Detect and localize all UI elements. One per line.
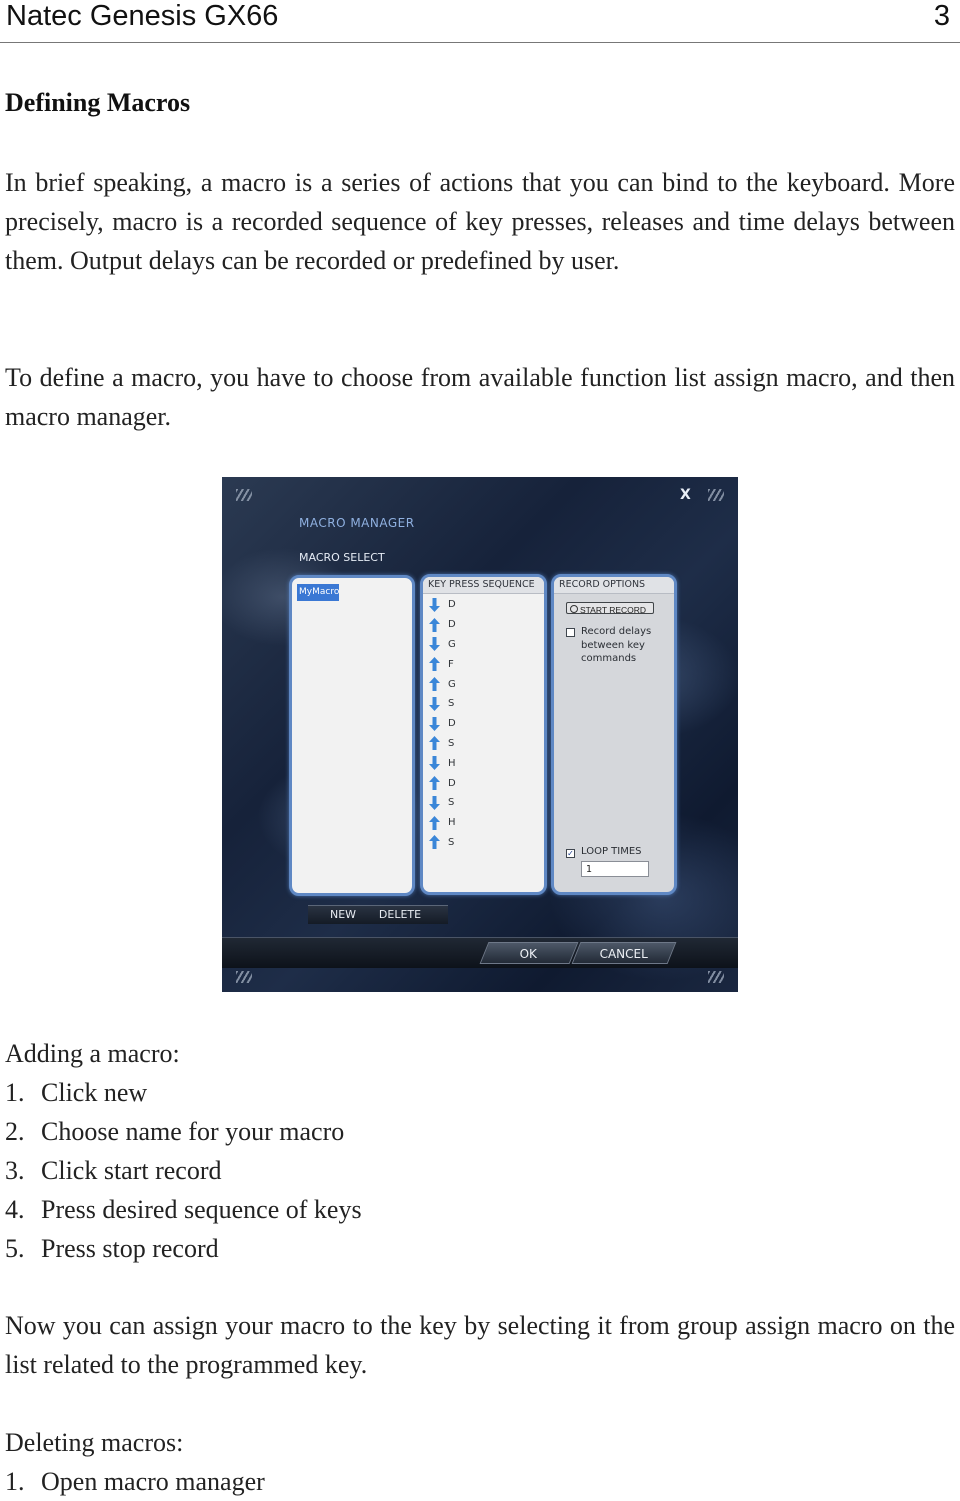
list-item bbox=[5, 1229, 362, 1268]
key-sequence-row bbox=[429, 813, 456, 833]
key-label: S bbox=[448, 698, 455, 710]
start-record-button[interactable]: START RECORD bbox=[566, 602, 654, 614]
ok-button[interactable] bbox=[480, 942, 579, 964]
key-label: G bbox=[448, 678, 456, 690]
arrow-up-icon bbox=[429, 776, 440, 790]
new-button[interactable]: NEW bbox=[318, 906, 368, 924]
step-text: Choose name for your macro bbox=[41, 1117, 345, 1146]
record-options-header: RECORD OPTIONS bbox=[554, 577, 674, 594]
arrow-down-icon bbox=[429, 796, 440, 810]
deleting-macro-steps bbox=[5, 1423, 265, 1501]
arrow-down-icon bbox=[429, 637, 440, 651]
corner-grip-icon bbox=[236, 489, 252, 501]
step-number: 4. bbox=[5, 1195, 25, 1224]
page-header bbox=[0, 0, 960, 43]
arrow-up-icon bbox=[429, 816, 440, 830]
step-number: 2. bbox=[5, 1117, 25, 1146]
corner-grip-icon bbox=[236, 971, 252, 983]
section-heading: Defining Macros bbox=[5, 88, 191, 117]
key-label: S bbox=[448, 797, 455, 809]
key-sequence-row bbox=[429, 714, 456, 734]
key-label: H bbox=[448, 817, 456, 829]
cancel-button-label: CANCEL bbox=[599, 947, 648, 961]
step-number: 5. bbox=[5, 1234, 25, 1263]
record-options-panel bbox=[551, 574, 677, 895]
record-delays-checkbox[interactable] bbox=[566, 628, 575, 637]
ok-button-label: OK bbox=[519, 947, 538, 961]
window-title: MACRO MANAGER bbox=[299, 516, 415, 530]
list-item bbox=[5, 1151, 362, 1190]
key-sequence-row bbox=[429, 654, 456, 674]
macro-manager-screenshot bbox=[222, 477, 738, 992]
loop-times-checkbox[interactable]: ✓ bbox=[567, 849, 574, 858]
adding-macro-steps bbox=[5, 1034, 362, 1268]
key-label: S bbox=[448, 737, 455, 749]
step-text: Open macro manager bbox=[41, 1467, 265, 1496]
step-number: 1. bbox=[5, 1078, 25, 1107]
key-sequence-row bbox=[429, 753, 456, 773]
step-text: Press desired sequence of keys bbox=[41, 1195, 362, 1224]
key-label: S bbox=[448, 836, 455, 848]
macro-select-label: MACRO SELECT bbox=[299, 551, 385, 564]
arrow-down-icon bbox=[429, 697, 440, 711]
key-sequence-panel bbox=[420, 574, 547, 895]
key-sequence-row bbox=[429, 694, 456, 714]
macro-list-panel bbox=[289, 575, 415, 896]
key-sequence-row bbox=[429, 773, 456, 793]
intro-paragraph: In brief speaking, a macro is a series of actions that you can bind to the keyboard. More precisely, macro is a recorded sequence of key presses, releases and time delays between them. Output delays can be recorded or predefined by user. bbox=[5, 168, 955, 275]
adding-title: Adding a macro: bbox=[5, 1039, 180, 1068]
arrow-up-icon bbox=[429, 835, 440, 849]
close-icon[interactable]: X bbox=[680, 487, 691, 503]
arrow-up-icon bbox=[429, 677, 440, 691]
key-label: G bbox=[448, 638, 456, 650]
document-title: Natec Genesis GX66 bbox=[6, 0, 279, 32]
key-label: D bbox=[448, 777, 456, 789]
delete-button[interactable]: DELETE bbox=[370, 906, 430, 924]
step-text: Press stop record bbox=[41, 1234, 219, 1263]
dialog-footer bbox=[222, 937, 738, 968]
key-sequence-row bbox=[429, 674, 456, 694]
key-sequence-row bbox=[429, 734, 456, 754]
cancel-button[interactable] bbox=[572, 942, 677, 964]
step-text: Click new bbox=[41, 1078, 148, 1107]
key-label: H bbox=[448, 757, 456, 769]
define-paragraph: To define a macro, you have to choose from available function list assign macro, and then macro manager. bbox=[5, 363, 955, 431]
key-label: D bbox=[448, 619, 456, 631]
step-text: Click start record bbox=[41, 1156, 222, 1185]
macro-list-item[interactable]: MyMacro bbox=[297, 584, 339, 601]
deleting-title: Deleting macros: bbox=[5, 1428, 184, 1457]
list-item bbox=[5, 1190, 362, 1229]
list-item bbox=[5, 1462, 265, 1501]
key-sequence-row bbox=[429, 615, 456, 635]
list-item bbox=[5, 1073, 362, 1112]
loop-times-label: LOOP TIMES bbox=[581, 846, 642, 857]
step-number: 1. bbox=[5, 1467, 25, 1496]
list-item bbox=[5, 1112, 362, 1151]
page-number: 3 bbox=[933, 0, 950, 32]
key-sequence-row bbox=[429, 793, 456, 813]
key-label: F bbox=[448, 658, 454, 670]
corner-grip-icon bbox=[708, 971, 724, 983]
key-sequence-header: KEY PRESS SEQUENCE bbox=[423, 577, 544, 594]
corner-grip-icon bbox=[708, 489, 724, 501]
key-sequence-row bbox=[429, 595, 456, 615]
step-number: 3. bbox=[5, 1156, 25, 1185]
loop-times-input[interactable]: 1 bbox=[581, 861, 649, 877]
key-sequence-list bbox=[429, 595, 456, 852]
key-sequence-row bbox=[429, 635, 456, 655]
arrow-up-icon bbox=[429, 657, 440, 671]
arrow-down-icon bbox=[429, 717, 440, 731]
key-label: D bbox=[448, 718, 456, 730]
key-sequence-row bbox=[429, 833, 456, 853]
arrow-up-icon bbox=[429, 618, 440, 632]
record-delays-label: Record delays between key commands bbox=[581, 626, 652, 664]
arrow-down-icon bbox=[429, 756, 440, 770]
arrow-up-icon bbox=[429, 736, 440, 750]
key-label: D bbox=[448, 599, 456, 611]
assign-paragraph: Now you can assign your macro to the key by selecting it from group assign macro on the list related to the programmed key. bbox=[5, 1311, 955, 1379]
macro-button-bar bbox=[308, 905, 448, 924]
arrow-down-icon bbox=[429, 598, 440, 612]
